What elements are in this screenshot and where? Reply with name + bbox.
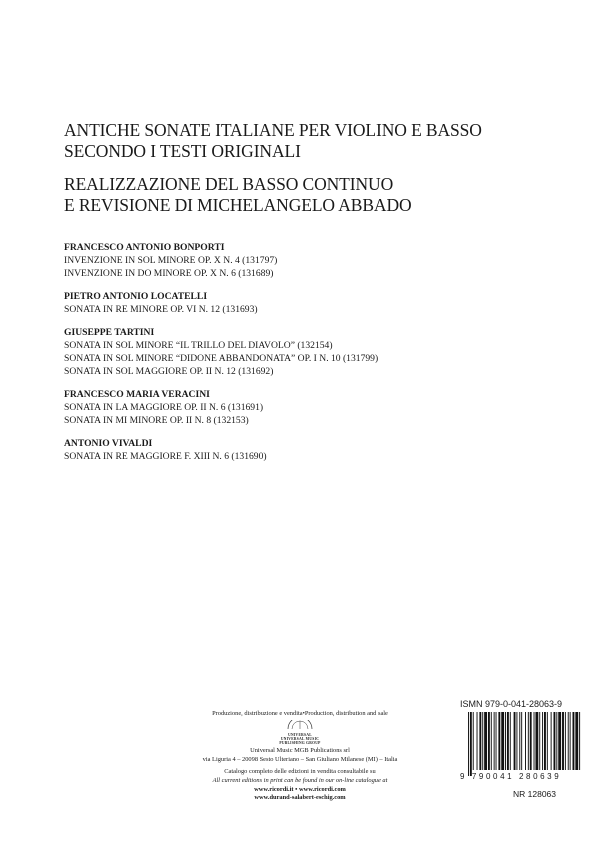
website-links: www.ricordi.it • www.ricordi.com xyxy=(254,785,346,793)
barcode-bar xyxy=(479,712,481,770)
logo-text-3: PUBLISHING GROUP xyxy=(279,741,321,746)
logo-text-2: UNIVERSAL MUSIC xyxy=(280,737,320,742)
barcode-bar xyxy=(498,712,500,770)
composer-veracini xyxy=(64,388,564,427)
work-item: SONATA IN SOL MAGGIORE OP. II N. 12 (131692) xyxy=(64,366,274,377)
work-item: SONATA IN MI MINORE OP. II N. 8 (132153) xyxy=(64,415,249,426)
barcode-bar xyxy=(501,712,504,770)
composer-list xyxy=(64,241,564,473)
barcode-bar xyxy=(539,712,540,770)
barcode-bar xyxy=(468,712,469,776)
distribution-line: Produzione, distribuzione e vendita•Production, distribution and sale xyxy=(212,710,388,717)
barcode-bar xyxy=(554,712,556,770)
barcode-bar xyxy=(551,712,552,770)
barcode-bar xyxy=(525,712,526,770)
work-item: SONATA IN LA MAGGIORE OP. II N. 6 (131691) xyxy=(64,402,264,413)
catalogue-note-it: Catalogo completo delle edizioni in vendita consultabile su xyxy=(224,768,376,776)
barcode-bar xyxy=(488,712,490,770)
company-name: Universal Music MGB Publications srl xyxy=(250,747,350,755)
barcode-bar xyxy=(558,712,561,770)
work-item: SONATA IN SOL MINORE “IL TRILLO DEL DIAVOLO” (132154) xyxy=(64,340,333,351)
composer-bonporti xyxy=(64,241,564,280)
barcode-bar xyxy=(530,712,532,770)
catalogue-note-en: All current editions in print can be found in our on-line catalogue at xyxy=(212,776,388,784)
barcode-bar xyxy=(519,712,520,770)
logo-text-1: UNIVERSAL xyxy=(288,733,312,738)
publisher-footer xyxy=(180,710,420,803)
composer-name: PIETRO ANTONIO LOCATELLI xyxy=(64,291,208,302)
barcode-digits: 9 790041 280639 xyxy=(460,772,562,781)
composer-vivaldi xyxy=(64,437,564,463)
barcode-bar xyxy=(568,712,569,770)
work-item: INVENZIONE IN DO MINORE OP. X N. 6 (131689) xyxy=(64,268,274,279)
barcode-bar xyxy=(575,712,578,770)
website-link[interactable]: www.ricordi.it xyxy=(254,785,294,793)
title-line-3: REALIZZAZIONE DEL BASSO CONTINUO xyxy=(64,174,394,194)
composer-name: FRANCESCO MARIA VERACINI xyxy=(64,389,210,400)
catalogue-number: NR 128063 xyxy=(513,789,557,799)
barcode-bar xyxy=(491,712,492,770)
barcode-bar xyxy=(510,712,511,770)
composer-name: ANTONIO VIVALDI xyxy=(64,438,153,449)
work-item: INVENZIONE IN SOL MINORE OP. X N. 4 (131797) xyxy=(64,255,278,266)
globe-icon xyxy=(283,720,317,730)
barcode-bar xyxy=(544,712,546,770)
barcode-bar xyxy=(562,712,564,770)
work-item: SONATA IN RE MAGGIORE F. XIII N. 6 (131690) xyxy=(64,451,267,462)
title-line-4: E REVISIONE DI MICHELANGELO ABBADO xyxy=(64,195,412,215)
barcode-bar xyxy=(542,712,543,770)
barcode-bar xyxy=(579,712,580,770)
barcode-bar xyxy=(516,712,517,770)
barcode-bar xyxy=(534,712,535,770)
barcode-bar xyxy=(556,712,557,770)
website-link[interactable]: www.durand-salabert-eschig.com xyxy=(254,794,346,802)
title-line-2: SECONDO I TESTI ORIGINALI xyxy=(64,141,301,161)
title-block xyxy=(64,120,564,216)
barcode xyxy=(460,712,584,784)
barcode-bar xyxy=(528,712,529,770)
barcode-bar xyxy=(507,712,509,770)
composer-locatelli xyxy=(64,290,564,316)
barcode-bar xyxy=(470,712,472,776)
barcode-bar xyxy=(573,712,575,770)
composer-tartini xyxy=(64,326,564,378)
website-link[interactable]: www.ricordi.com xyxy=(299,785,346,793)
barcode-bar xyxy=(565,712,566,770)
work-item: SONATA IN SOL MINORE “DIDONE ABBANDONATA” OP. I N. 10 (131799) xyxy=(64,353,379,364)
barcode-bars xyxy=(460,712,584,778)
composer-name: FRANCESCO ANTONIO BONPORTI xyxy=(64,242,225,253)
barcode-bar xyxy=(482,712,483,770)
barcode-bar xyxy=(496,712,497,770)
barcode-bar xyxy=(547,712,548,770)
title-line-1: ANTICHE SONATE ITALIANE PER VIOLINO E BASSO xyxy=(64,120,482,140)
composer-name: GIUSEPPE TARTINI xyxy=(64,327,155,338)
barcode-bar xyxy=(494,712,495,770)
barcode-bar xyxy=(535,712,538,770)
barcode-bar xyxy=(477,712,478,770)
universal-logo xyxy=(180,720,420,746)
company-address: via Liguria 4 – 20098 Sesto Ulteriano – San Giuliano Milanese (MI) – Italia xyxy=(202,755,398,763)
work-item: SONATA IN RE MINORE OP. VI N. 12 (131693) xyxy=(64,304,258,315)
barcode-bar xyxy=(484,712,487,770)
barcode-bar xyxy=(505,712,506,770)
ismn-label: ISMN 979-0-041-28063-9 xyxy=(460,699,563,709)
barcode-bar xyxy=(514,712,516,770)
barcode-bar xyxy=(570,712,571,770)
barcode-bar xyxy=(473,712,474,770)
barcode-bar xyxy=(521,712,522,770)
